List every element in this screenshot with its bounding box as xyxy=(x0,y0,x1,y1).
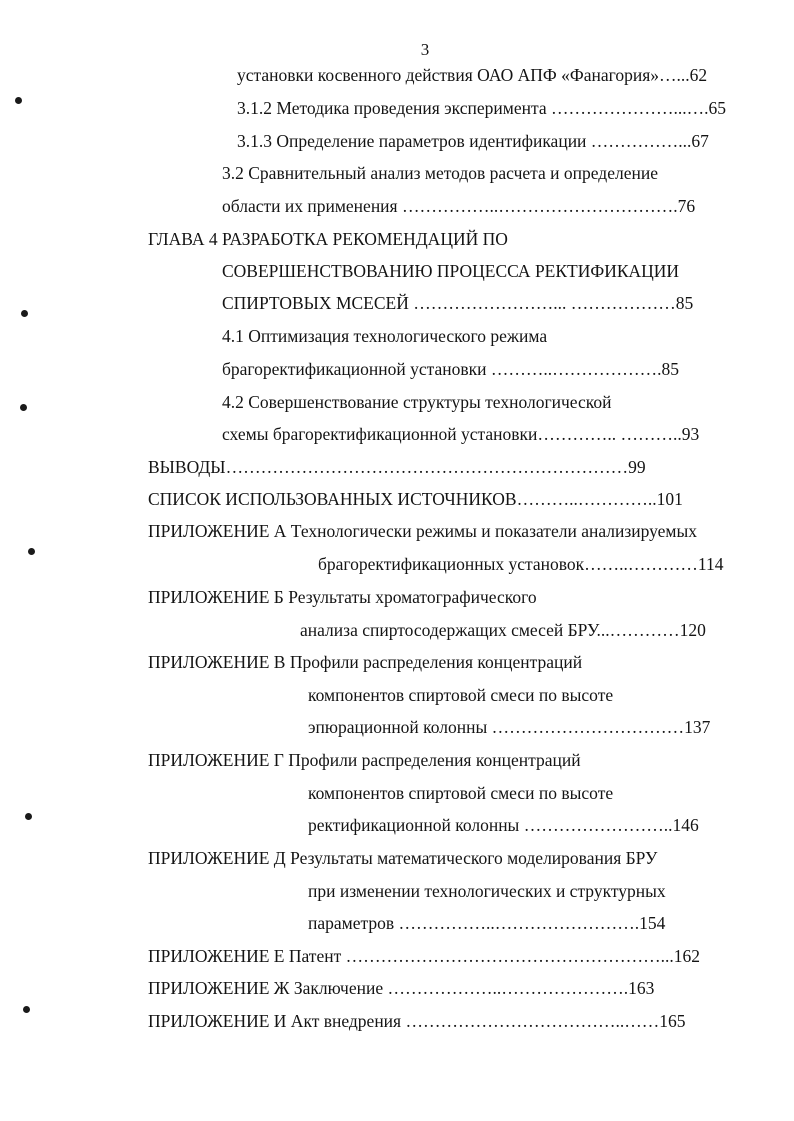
toc-line: брагоректификационной установки ………..……………….85 xyxy=(222,359,680,379)
binding-hole-mark xyxy=(25,813,32,820)
toc-line: ПРИЛОЖЕНИЕ Д Результаты математического моделирования БРУ xyxy=(148,848,658,868)
toc-line: 3.1.3 Определение параметров идентификации ……………...67 xyxy=(237,131,709,151)
toc-line: установки косвенного действия ОАО АПФ «Фанагория»…...62 xyxy=(237,65,708,85)
binding-hole-mark xyxy=(21,310,28,317)
toc-line: ПРИЛОЖЕНИЕ А Технологически режимы и показатели анализируемых xyxy=(148,521,698,541)
toc-line: 4.2 Совершенствование структуры технологической xyxy=(222,392,612,412)
binding-hole-mark xyxy=(28,548,35,555)
toc-line: ПРИЛОЖЕНИЕ Е Патент ………………………………………………...162 xyxy=(148,946,700,966)
toc-line: СОВЕРШЕНСТВОВАНИЮ ПРОЦЕССА РЕКТИФИКАЦИИ xyxy=(222,261,680,281)
toc-line: ГЛАВА 4 РАЗРАБОТКА РЕКОМЕНДАЦИЙ ПО xyxy=(148,229,508,249)
toc-line: эпюрационной колонны ……………………………137 xyxy=(308,717,711,737)
binding-hole-mark xyxy=(23,1006,30,1013)
toc-line: 3.1.2 Методика проведения эксперимента …………………...….65 xyxy=(237,98,726,118)
toc-line: при изменении технологических и структурных xyxy=(308,881,666,901)
toc-line: ПРИЛОЖЕНИЕ Г Профили распределения концентраций xyxy=(148,750,581,770)
toc-line: анализа спиртосодержащих смесей БРУ...…………120 xyxy=(300,620,706,640)
toc-line: брагоректификационных установок……..…………114 xyxy=(318,554,724,574)
toc-line: схемы брагоректификационной установки………….. ………..93 xyxy=(222,424,700,444)
binding-hole-mark xyxy=(15,97,22,104)
toc-line: ПРИЛОЖЕНИЕ В Профили распределения концентраций xyxy=(148,652,583,672)
toc-line: ректификационной колонны ……………………..146 xyxy=(308,815,699,835)
toc-line: 4.1 Оптимизация технологического режима xyxy=(222,326,548,346)
toc-line: ПРИЛОЖЕНИЕ И Акт внедрения ………………………………..……165 xyxy=(148,1011,686,1031)
toc-line: 3.2 Сравнительный анализ методов расчета и определение xyxy=(222,163,658,183)
toc-line: области их применения ……………..………………………….76 xyxy=(222,196,696,216)
toc-line: компонентов спиртовой смеси по высоте xyxy=(308,685,614,705)
page-number: 3 xyxy=(420,40,430,59)
toc-line: компонентов спиртовой смеси по высоте xyxy=(308,783,614,803)
toc-line: СПИСОК ИСПОЛЬЗОВАННЫХ ИСТОЧНИКОВ………..…………..101 xyxy=(148,489,683,509)
toc-line: ПРИЛОЖЕНИЕ Б Результаты хроматографического xyxy=(148,587,537,607)
toc-line: ВЫВОДЫ……………………………………………………………99 xyxy=(148,457,646,477)
binding-hole-mark xyxy=(20,404,27,411)
toc-line: СПИРТОВЫХ МСЕСЕЙ ……………………... ………………85 xyxy=(222,293,694,313)
toc-line: параметров ……………..…………………….154 xyxy=(308,913,666,933)
toc-line: ПРИЛОЖЕНИЕ Ж Заключение ………………..………………….163 xyxy=(148,978,655,998)
